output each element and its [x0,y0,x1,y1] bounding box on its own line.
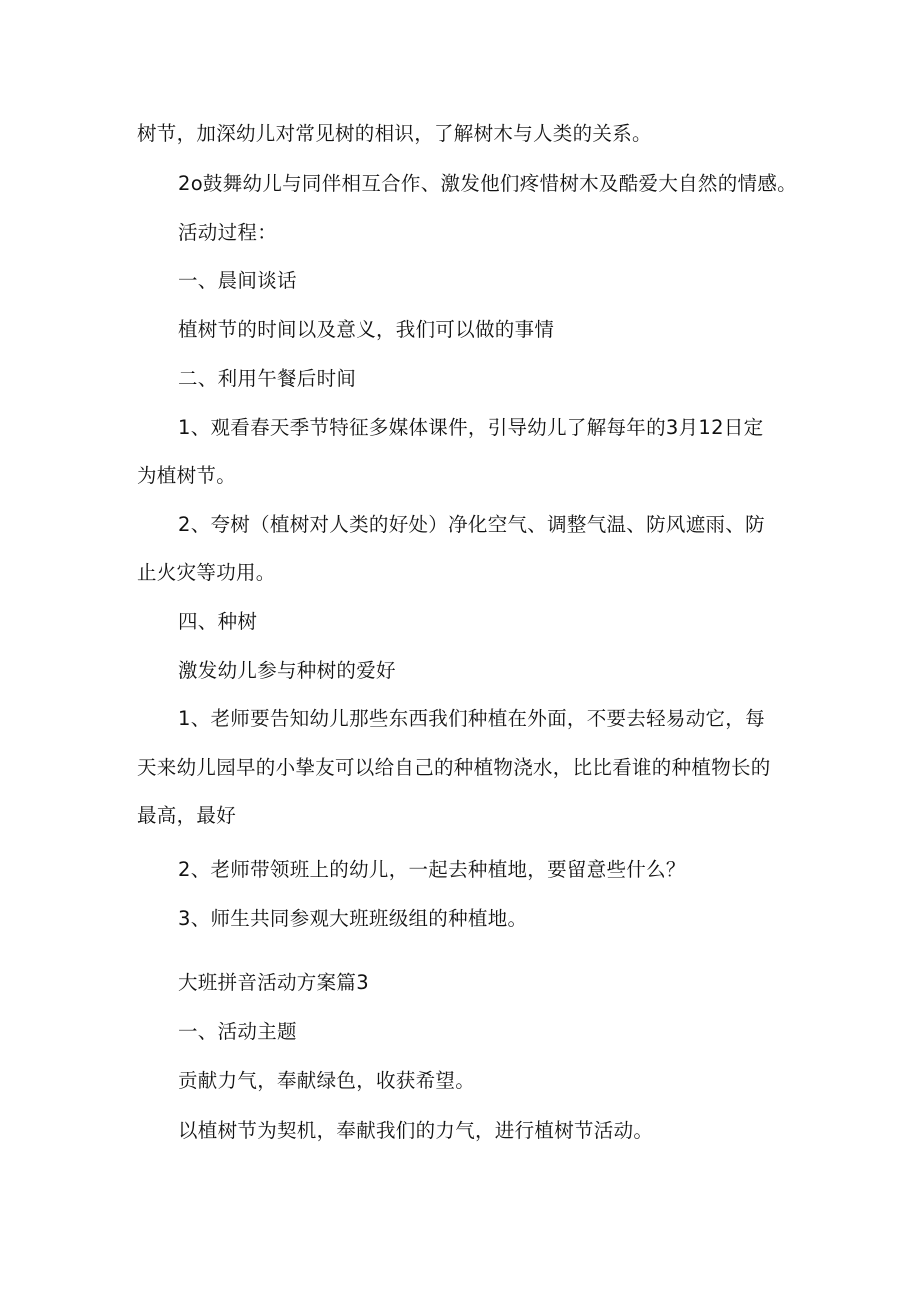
paragraph-line: 植树节的时间以及意义，我们可以做的事情 [178,318,555,341]
list-item-line: 1、观看春天季节特征多媒体课件，引导幼儿了解每年的3月12日定 [178,416,764,439]
list-item-line: 3、师生共同参观大班班级组的种植地。 [178,907,528,930]
list-item-line: 天来幼儿园早的小挚友可以给自己的种植物浇水，比比看谁的种植物长的 [137,756,771,779]
paragraph-line: 树节，加深幼儿对常见树的相识，了解树木与人类的关系。 [137,122,652,145]
list-item-line: 2、夸树（植树对人类的好处）净化空气、调整气温、防风遮雨、防 [178,513,765,536]
paragraph-line: 2o鼓舞幼儿与同伴相互合作、激发他们疼惜树木及酷爱大自然的情感。 [178,172,797,195]
paragraph-line: 贡献力气，奉献绿色，收获希望。 [178,1069,476,1092]
section-heading: 一、晨间谈话 [178,269,297,292]
chapter-title: 大班拼音活动方案篇3 [178,971,369,994]
section-heading: 四、种树 [178,610,258,633]
section-heading: 二、利用午餐后时间 [178,367,357,390]
paragraph-line: 以植树节为契机，奉献我们的力气，进行植树节活动。 [178,1119,654,1142]
list-item-line: 为植树节。 [137,464,237,487]
paragraph-line: 激发幼儿参与种树的爱好 [178,659,396,682]
section-label: 活动过程： [178,221,278,244]
list-item-line: 2、老师带领班上的幼儿，一起去种植地，要留意些什么？ [178,858,686,881]
list-item-line: 最高，最好 [137,804,237,827]
section-heading: 一、活动主题 [178,1020,297,1043]
list-item-line: 1、老师要告知幼儿那些东西我们种植在外面，不要去轻易动它，每 [178,707,765,730]
list-item-line: 止火灾等功用。 [137,561,276,584]
